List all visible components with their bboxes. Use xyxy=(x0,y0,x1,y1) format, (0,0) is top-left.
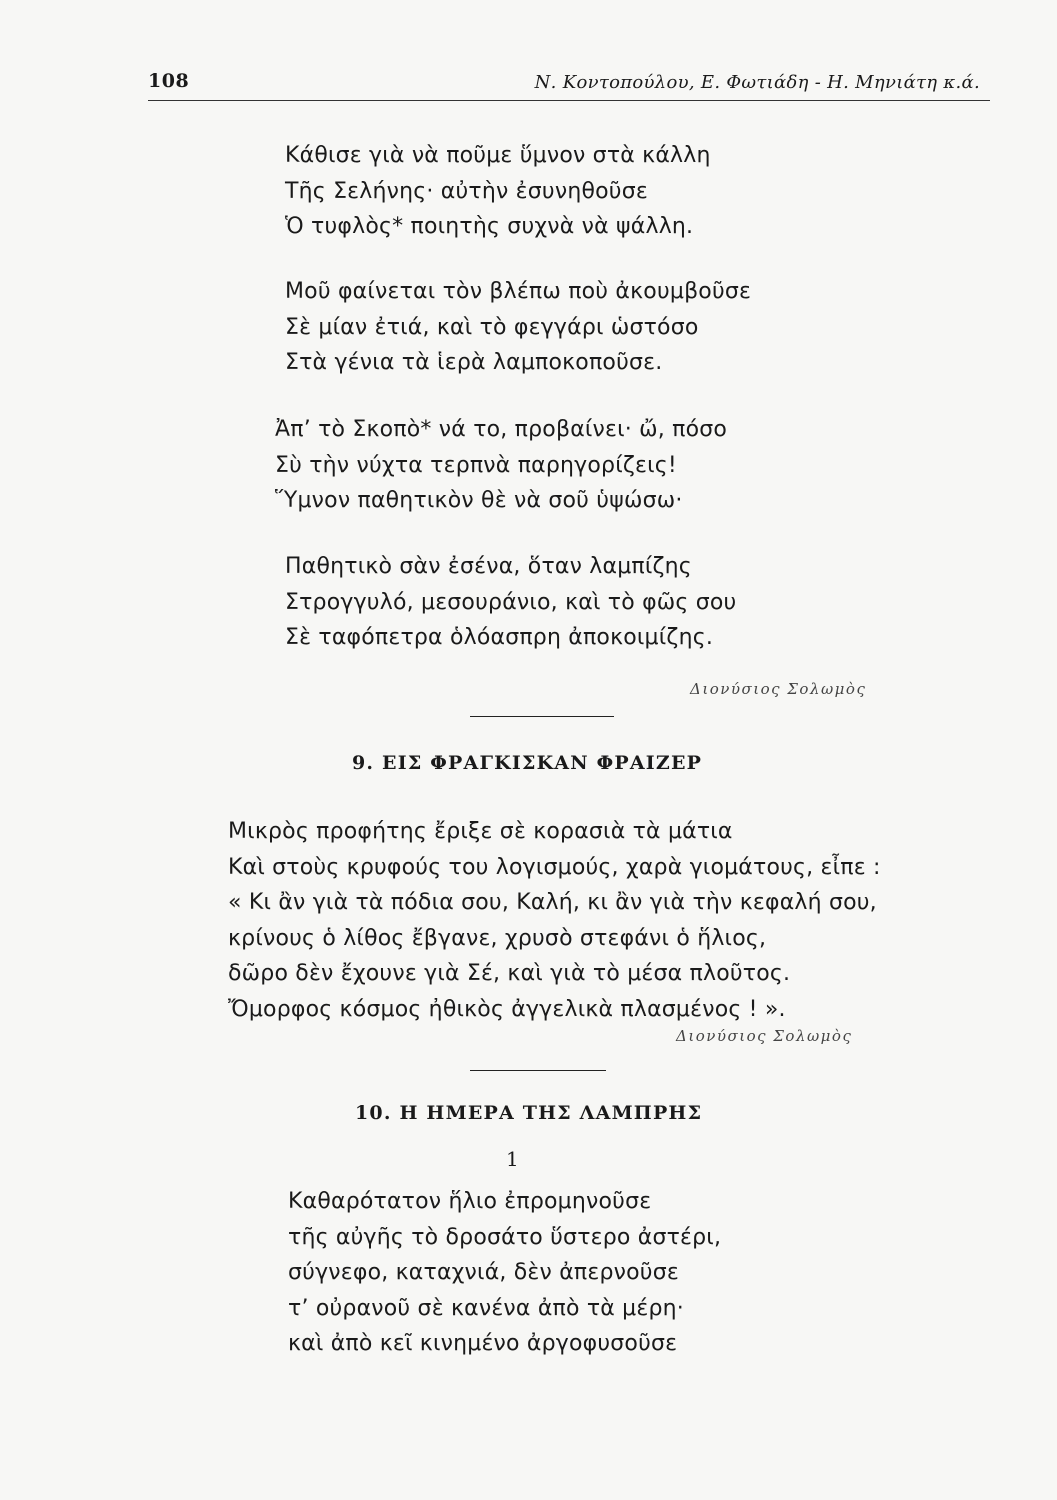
verse-line: Μικρὸς προφήτης ἔριξε σὲ κορασιὰ τὰ μάτια xyxy=(228,819,733,844)
poem1-author: Διονύσιος Σολωμὸς xyxy=(690,680,867,698)
verse-line: τῆς αὐγῆς τὸ δροσάτο ὕστερο ἀστέρι, xyxy=(288,1224,722,1250)
verse-line: κρίνους ὁ λίθος ἔβγανε, χρυσὸ στεφάνι ὁ ἥλιος, xyxy=(228,925,767,951)
poem2-heading: 9. ΕΙΣ ΦΡΑΓΚΙΣΚΑΝ ΦΡΑΙΖΕΡ xyxy=(352,752,703,774)
verse-line: Σὲ μίαν ἐτιά, καὶ τὸ φεγγάρι ὡστόσο xyxy=(285,314,699,340)
verse-line: Παθητικὸ σὰν ἐσένα, ὅταν λαμπίζης xyxy=(285,554,692,579)
running-title: Ν. Κοντοπούλου, Ε. Φωτιάδη - Η. Μηνιάτη κ.ά. xyxy=(534,72,980,93)
verse-line: Κάθισε γιὰ νὰ ποῦμε ὕμνον στὰ κάλλη xyxy=(285,143,711,168)
verse-line: Μοῦ φαίνεται τὸν βλέπω ποὺ ἀκουμβοῦσε xyxy=(285,279,752,304)
poem1-stanza-3 xyxy=(275,412,727,519)
verse-line: καὶ ἀπὸ κεῖ κινημένο ἀργοφυσοῦσε xyxy=(288,1331,678,1356)
verse-line: Τῆς Σελήνης· αὐτὴν ἐσυνηθοῦσε xyxy=(285,178,648,204)
verse-line: Καθαρότατον ἥλιο ἐπρομηνοῦσε xyxy=(288,1189,652,1214)
verse-line: τ’ οὐρανοῦ σὲ κανένα ἀπὸ τὰ μέρη· xyxy=(288,1295,684,1321)
verse-line: Ὁ τυφλὸς* ποιητὴς συχνὰ νὰ ψάλλη. xyxy=(285,214,694,239)
verse-line: σύγνεφο, καταχνιά, δὲν ἀπερνοῦσε xyxy=(288,1260,679,1285)
page-header xyxy=(148,66,990,101)
verse-line: Σὺ τὴν νύχτα τερπνὰ παρηγορίζεις! xyxy=(275,452,677,478)
verse-line: Ἀπ’ τὸ Σκοπὸ* νά το, προβαίνει· ὤ, πόσο xyxy=(275,417,728,442)
poem1-stanza-2 xyxy=(285,274,751,381)
poem1-stanza-4 xyxy=(285,549,736,656)
section-divider xyxy=(470,716,614,717)
poem1-stanza-1 xyxy=(285,138,711,245)
verse-line: Στὰ γένια τὰ ἱερὰ λαμποκοποῦσε. xyxy=(285,350,663,375)
verse-line: Ὄμορφος κόσμος ἠθικὸς ἀγγελικὰ πλασμένος ! ». xyxy=(228,996,786,1022)
poem2-stanza xyxy=(228,814,881,1027)
section-divider xyxy=(470,1070,606,1071)
poem2-author: Διονύσιος Σολωμὸς xyxy=(676,1027,853,1045)
verse-line: δῶρο δὲν ἔχουνε γιὰ Σέ, καὶ γιὰ τὸ μέσα πλοῦτος. xyxy=(228,961,791,986)
verse-line: Σὲ ταφόπετρα ὁλόασπρη ἀποκοιμίζης. xyxy=(285,625,714,650)
verse-line: « Κι ἂν γιὰ τὰ πόδια σου, Καλή, κι ἂν γιὰ τὴν κεφαλή σου, xyxy=(228,890,877,915)
verse-line: Στρογγυλό, μεσουράνιο, καὶ τὸ φῶς σου xyxy=(285,589,737,615)
poem3-heading: 10. Η ΗΜΕΡΑ ΤΗΣ ΛΑΜΠΡΗΣ xyxy=(355,1102,703,1124)
section-number: 1 xyxy=(506,1147,519,1171)
page-number: 108 xyxy=(148,70,190,92)
verse-line: Καὶ στοὺς κρυφούς του λογισμούς, χαρὰ γιομάτους, εἶπε : xyxy=(228,854,881,880)
poem3-stanza xyxy=(288,1184,721,1362)
verse-line: Ὕμνον παθητικὸν θὲ νὰ σοῦ ὑψώσω· xyxy=(275,488,683,513)
